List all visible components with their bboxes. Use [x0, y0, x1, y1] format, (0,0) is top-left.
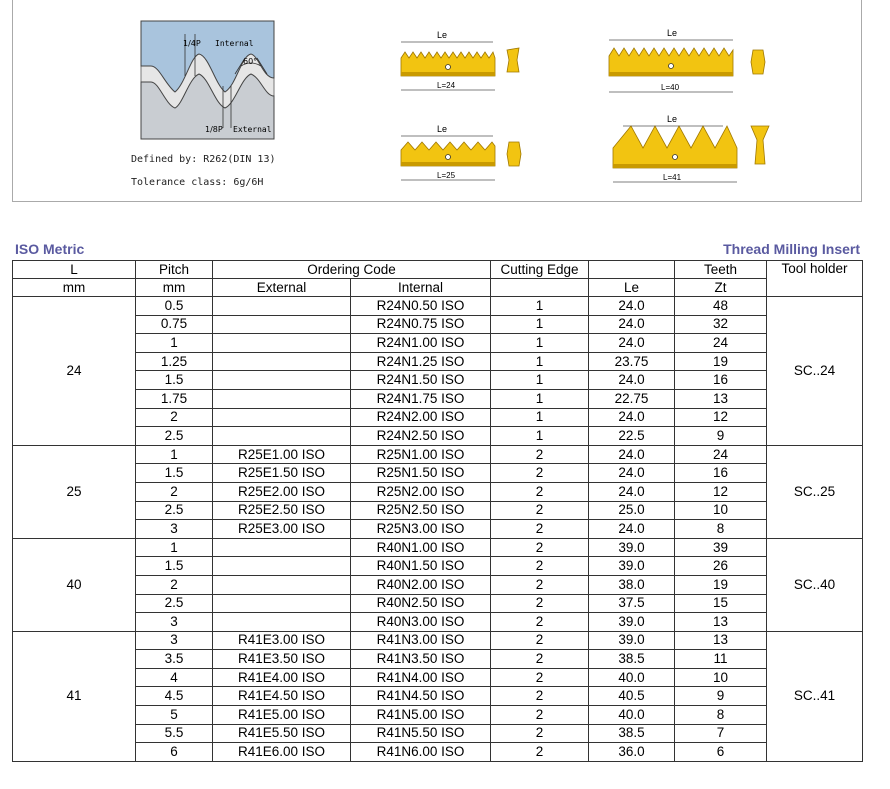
internal-code-cell: R41N6.00 ISO [351, 743, 491, 762]
le-cell: 39.0 [589, 631, 675, 650]
pitch-cell: 0.75 [136, 315, 213, 334]
pitch-cell: 2 [136, 575, 213, 594]
pitch-cell: 2.5 [136, 501, 213, 520]
insert-diagram-l40 [603, 28, 773, 98]
external-code-cell [213, 575, 351, 594]
external-code-cell: R41E3.00 ISO [213, 631, 351, 650]
internal-code-cell: R24N1.25 ISO [351, 352, 491, 371]
pitch-cell: 0.5 [136, 297, 213, 316]
cutting-edge-cell: 2 [491, 668, 589, 687]
external-code-cell [213, 408, 351, 427]
tool-holder-cell: SC..24 [767, 297, 863, 446]
internal-code-cell: R25N1.00 ISO [351, 445, 491, 464]
le-cell: 24.0 [589, 520, 675, 539]
le-cell: 24.0 [589, 408, 675, 427]
table-row [13, 706, 863, 725]
internal-code-cell: R25N2.00 ISO [351, 482, 491, 501]
pitch-cell: 6 [136, 743, 213, 762]
header-ordering-code: Ordering Code [213, 261, 491, 279]
teeth-cell: 24 [675, 445, 767, 464]
teeth-cell: 12 [675, 408, 767, 427]
cutting-edge-cell: 1 [491, 389, 589, 408]
cutting-edge-cell: 2 [491, 464, 589, 483]
external-code-cell: R25E2.50 ISO [213, 501, 351, 520]
length-label-l41: L=41 [663, 173, 682, 182]
internal-code-cell: R24N1.75 ISO [351, 389, 491, 408]
tool-holder-cell: SC..25 [767, 445, 863, 538]
le-cell: 24.0 [589, 482, 675, 501]
teeth-cell: 48 [675, 297, 767, 316]
le-cell: 38.5 [589, 650, 675, 669]
figure-panel [12, 0, 862, 202]
table-row [13, 297, 863, 316]
table-row [13, 501, 863, 520]
tolerance-text: Tolerance class: 6g/6H [131, 177, 264, 188]
internal-label: Internal [215, 39, 254, 48]
le-cell: 23.75 [589, 352, 675, 371]
teeth-cell: 11 [675, 650, 767, 669]
le-cell: 40.0 [589, 706, 675, 725]
pitch-cell: 2.5 [136, 594, 213, 613]
teeth-cell: 15 [675, 594, 767, 613]
le-label-l41: Le [667, 114, 678, 124]
header-pitch: Pitch [136, 261, 213, 279]
cutting-edge-cell: 2 [491, 687, 589, 706]
internal-code-cell: R40N1.50 ISO [351, 557, 491, 576]
cutting-edge-cell: 2 [491, 631, 589, 650]
external-code-cell [213, 371, 351, 390]
internal-code-cell: R40N3.00 ISO [351, 613, 491, 632]
insert-diagram-l25 [393, 120, 533, 188]
le-label-l25: Le [437, 124, 448, 134]
length-cell: 25 [13, 445, 136, 538]
pitch-cell: 1.25 [136, 352, 213, 371]
le-cell: 37.5 [589, 594, 675, 613]
pitch-cell: 1 [136, 334, 213, 353]
header-row-1 [13, 261, 863, 279]
pitch-cell: 4.5 [136, 687, 213, 706]
table-row [13, 557, 863, 576]
table-row [13, 445, 863, 464]
header-zt: Zt [675, 279, 767, 297]
cutting-edge-cell: 1 [491, 371, 589, 390]
teeth-cell: 7 [675, 724, 767, 743]
teeth-cell: 10 [675, 501, 767, 520]
pitch-cell: 5.5 [136, 724, 213, 743]
table-row [13, 482, 863, 501]
pitch-cell: 3 [136, 613, 213, 632]
internal-code-cell: R24N2.00 ISO [351, 408, 491, 427]
cutting-edge-cell: 2 [491, 557, 589, 576]
le-cell: 24.0 [589, 334, 675, 353]
tool-holder-cell: SC..41 [767, 631, 863, 761]
internal-code-cell: R24N0.50 ISO [351, 297, 491, 316]
table-row [13, 334, 863, 353]
table-row [13, 520, 863, 539]
cutting-edge-cell: 2 [491, 520, 589, 539]
internal-code-cell: R25N1.50 ISO [351, 464, 491, 483]
length-cell: 41 [13, 631, 136, 761]
internal-code-cell: R40N2.50 ISO [351, 594, 491, 613]
header-l: L [13, 261, 136, 279]
spec-table [12, 260, 863, 762]
pitch-cell: 1.5 [136, 371, 213, 390]
quarter-pitch-label: 1/4P [183, 39, 201, 48]
le-cell: 24.0 [589, 315, 675, 334]
table-row [13, 575, 863, 594]
external-code-cell: R25E1.00 ISO [213, 445, 351, 464]
table-row [13, 538, 863, 557]
section-title-left: ISO Metric [15, 241, 85, 257]
length-label-l24: L=24 [437, 81, 456, 90]
teeth-cell: 12 [675, 482, 767, 501]
cutting-edge-cell: 2 [491, 724, 589, 743]
external-code-cell: R41E3.50 ISO [213, 650, 351, 669]
le-cell: 24.0 [589, 445, 675, 464]
cutting-edge-cell: 1 [491, 297, 589, 316]
pitch-cell: 1.5 [136, 464, 213, 483]
internal-code-cell: R24N2.50 ISO [351, 427, 491, 446]
external-code-cell: R41E5.00 ISO [213, 706, 351, 725]
internal-code-cell: R41N4.00 ISO [351, 668, 491, 687]
cutting-edge-cell: 2 [491, 650, 589, 669]
header-tool-holder: Tool holder [767, 261, 863, 297]
cutting-edge-cell: 2 [491, 482, 589, 501]
external-code-cell [213, 594, 351, 613]
table-row [13, 352, 863, 371]
external-code-cell [213, 297, 351, 316]
le-cell: 39.0 [589, 613, 675, 632]
pitch-cell: 1 [136, 538, 213, 557]
le-cell: 40.0 [589, 668, 675, 687]
pitch-cell: 3 [136, 631, 213, 650]
section-title-right: Thread Milling Insert [723, 241, 860, 257]
defined-by-text: Defined by: R262(DIN 13) [131, 154, 276, 165]
le-label-l24: Le [437, 30, 448, 40]
table-row [13, 427, 863, 446]
le-cell: 38.5 [589, 724, 675, 743]
cutting-edge-cell: 2 [491, 501, 589, 520]
external-code-cell [213, 427, 351, 446]
le-cell: 36.0 [589, 743, 675, 762]
length-label-l25: L=25 [437, 171, 456, 180]
thread-profile-diagram [133, 16, 278, 146]
table-row [13, 315, 863, 334]
table-row [13, 371, 863, 390]
teeth-cell: 26 [675, 557, 767, 576]
pitch-cell: 1 [136, 445, 213, 464]
le-label-l40: Le [667, 28, 678, 38]
cutting-edge-cell: 2 [491, 613, 589, 632]
teeth-cell: 9 [675, 427, 767, 446]
internal-code-cell: R25N3.00 ISO [351, 520, 491, 539]
header-l-unit: mm [13, 279, 136, 297]
external-label: External [233, 125, 272, 134]
le-cell: 38.0 [589, 575, 675, 594]
pitch-cell: 1.5 [136, 557, 213, 576]
header-cutting-edge-unit [491, 279, 589, 297]
pitch-cell: 3 [136, 520, 213, 539]
pitch-cell: 2.5 [136, 427, 213, 446]
cutting-edge-cell: 2 [491, 445, 589, 464]
length-label-l40: L=40 [661, 83, 680, 92]
internal-code-cell: R24N0.75 ISO [351, 315, 491, 334]
eighth-pitch-label: 1/8P [205, 125, 223, 134]
internal-code-cell: R41N5.50 ISO [351, 724, 491, 743]
cutting-edge-cell: 2 [491, 743, 589, 762]
header-teeth: Teeth [675, 261, 767, 279]
header-internal: Internal [351, 279, 491, 297]
pitch-cell: 2 [136, 482, 213, 501]
cutting-edge-cell: 2 [491, 575, 589, 594]
spec-table-body [13, 297, 863, 762]
internal-code-cell: R41N4.50 ISO [351, 687, 491, 706]
external-code-cell: R25E3.00 ISO [213, 520, 351, 539]
table-row [13, 724, 863, 743]
le-cell: 40.5 [589, 687, 675, 706]
external-code-cell: R41E5.50 ISO [213, 724, 351, 743]
internal-code-cell: R25N2.50 ISO [351, 501, 491, 520]
insert-diagram-l24 [393, 28, 533, 96]
internal-code-cell: R40N2.00 ISO [351, 575, 491, 594]
teeth-cell: 19 [675, 575, 767, 594]
teeth-cell: 13 [675, 613, 767, 632]
table-row [13, 408, 863, 427]
external-code-cell [213, 557, 351, 576]
external-code-cell: R41E6.00 ISO [213, 743, 351, 762]
external-code-cell [213, 352, 351, 371]
internal-code-cell: R41N3.50 ISO [351, 650, 491, 669]
pitch-cell: 1.75 [136, 389, 213, 408]
cutting-edge-cell: 1 [491, 352, 589, 371]
cutting-edge-cell: 2 [491, 706, 589, 725]
external-code-cell [213, 334, 351, 353]
header-external: External [213, 279, 351, 297]
external-code-cell: R25E2.00 ISO [213, 482, 351, 501]
le-cell: 25.0 [589, 501, 675, 520]
insert-diagram-l41 [603, 112, 773, 188]
external-code-cell [213, 389, 351, 408]
table-row [13, 389, 863, 408]
pitch-cell: 2 [136, 408, 213, 427]
header-le: Le [589, 279, 675, 297]
le-cell: 39.0 [589, 557, 675, 576]
le-cell: 24.0 [589, 371, 675, 390]
pitch-cell: 5 [136, 706, 213, 725]
le-cell: 24.0 [589, 464, 675, 483]
teeth-cell: 9 [675, 687, 767, 706]
internal-code-cell: R24N1.00 ISO [351, 334, 491, 353]
header-cutting-edge: Cutting Edge [491, 261, 589, 279]
cutting-edge-cell: 2 [491, 594, 589, 613]
external-code-cell [213, 315, 351, 334]
teeth-cell: 10 [675, 668, 767, 687]
length-cell: 24 [13, 297, 136, 446]
external-code-cell [213, 613, 351, 632]
teeth-cell: 24 [675, 334, 767, 353]
internal-code-cell: R24N1.50 ISO [351, 371, 491, 390]
cutting-edge-cell: 1 [491, 334, 589, 353]
teeth-cell: 32 [675, 315, 767, 334]
pitch-cell: 4 [136, 668, 213, 687]
header-pitch-unit: mm [136, 279, 213, 297]
tool-holder-cell: SC..40 [767, 538, 863, 631]
teeth-cell: 39 [675, 538, 767, 557]
table-row [13, 464, 863, 483]
teeth-cell: 16 [675, 371, 767, 390]
external-code-cell: R41E4.50 ISO [213, 687, 351, 706]
cutting-edge-cell: 1 [491, 427, 589, 446]
table-row [13, 687, 863, 706]
table-row [13, 631, 863, 650]
le-cell: 22.75 [589, 389, 675, 408]
le-cell: 22.5 [589, 427, 675, 446]
external-code-cell [213, 538, 351, 557]
le-cell: 24.0 [589, 297, 675, 316]
teeth-cell: 13 [675, 631, 767, 650]
teeth-cell: 13 [675, 389, 767, 408]
angle-label: 60° [243, 57, 258, 66]
internal-code-cell: R41N5.00 ISO [351, 706, 491, 725]
external-code-cell: R25E1.50 ISO [213, 464, 351, 483]
teeth-cell: 16 [675, 464, 767, 483]
table-row [13, 613, 863, 632]
header-row-2 [13, 279, 863, 297]
table-row [13, 668, 863, 687]
cutting-edge-cell: 2 [491, 538, 589, 557]
length-cell: 40 [13, 538, 136, 631]
teeth-cell: 8 [675, 706, 767, 725]
table-row [13, 650, 863, 669]
pitch-cell: 3.5 [136, 650, 213, 669]
le-cell: 39.0 [589, 538, 675, 557]
cutting-edge-cell: 1 [491, 408, 589, 427]
teeth-cell: 19 [675, 352, 767, 371]
table-row [13, 743, 863, 762]
teeth-cell: 6 [675, 743, 767, 762]
internal-code-cell: R40N1.00 ISO [351, 538, 491, 557]
internal-code-cell: R41N3.00 ISO [351, 631, 491, 650]
teeth-cell: 8 [675, 520, 767, 539]
cutting-edge-cell: 1 [491, 315, 589, 334]
external-code-cell: R41E4.00 ISO [213, 668, 351, 687]
table-row [13, 594, 863, 613]
header-le-blank [589, 261, 675, 279]
